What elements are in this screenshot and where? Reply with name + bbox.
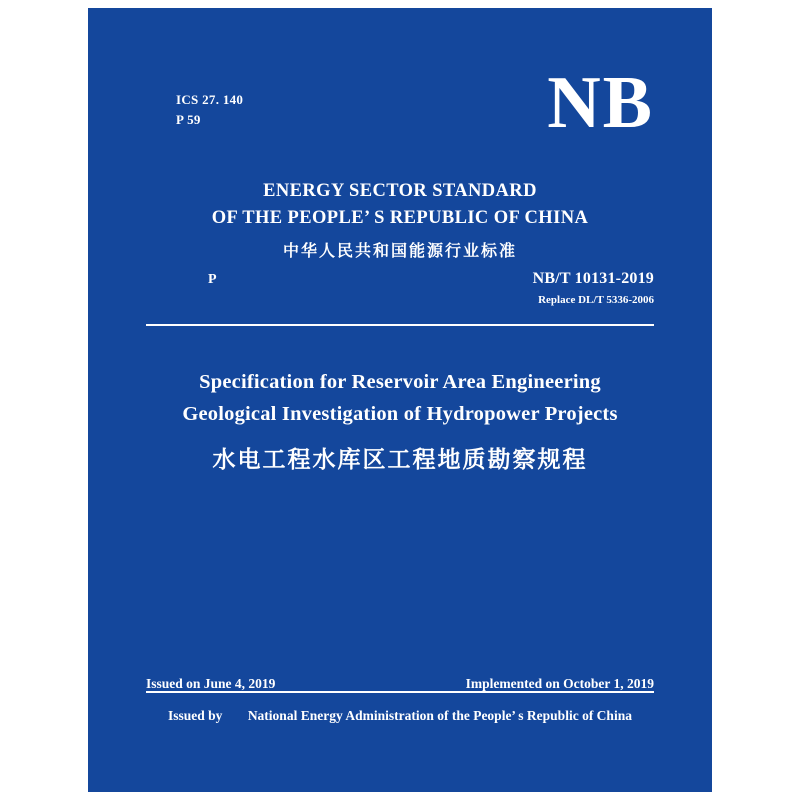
ics-code: ICS 27. 140 (176, 92, 244, 107)
implemented-on-date: Implemented on October 1, 2019 (465, 676, 654, 691)
classification-code: P 59 (176, 112, 201, 127)
issued-on-date: Issued on June 4, 2019 (146, 676, 276, 691)
issued-by-label: Issued by (168, 708, 223, 723)
standard-number-block (533, 269, 654, 309)
issuer-row (88, 708, 712, 724)
standard-cover (88, 8, 712, 792)
title-en-line-2: Geological Investigation of Hydropower Projects (182, 403, 618, 425)
title-cn: 水电工程水库区工程地质勘察规程 (212, 447, 588, 473)
header-chinese: 中华人民共和国能源行业标准 (282, 241, 517, 260)
replace-note: Replace DL/T 5336-2006 (538, 294, 654, 306)
nb-logo: NB (547, 62, 654, 144)
standard-header (88, 178, 712, 266)
divider-bottom (146, 691, 654, 693)
header-line-2: OF THE PEOPLE’ S REPUBLIC OF CHINA (211, 208, 589, 228)
p-mark: P (208, 272, 217, 287)
ics-classification-block (176, 90, 243, 130)
divider-top (146, 324, 654, 326)
issued-by-value: National Energy Administration of the People’ s Republic of China (247, 708, 632, 723)
title-en-line-1: Specification for Reservoir Area Engineering (199, 371, 601, 393)
title-block (88, 366, 712, 480)
header-line-1: ENERGY SECTOR STANDARD (263, 181, 537, 201)
standard-number: NB/T 10131-2019 (532, 270, 654, 287)
dates-row (146, 676, 654, 692)
